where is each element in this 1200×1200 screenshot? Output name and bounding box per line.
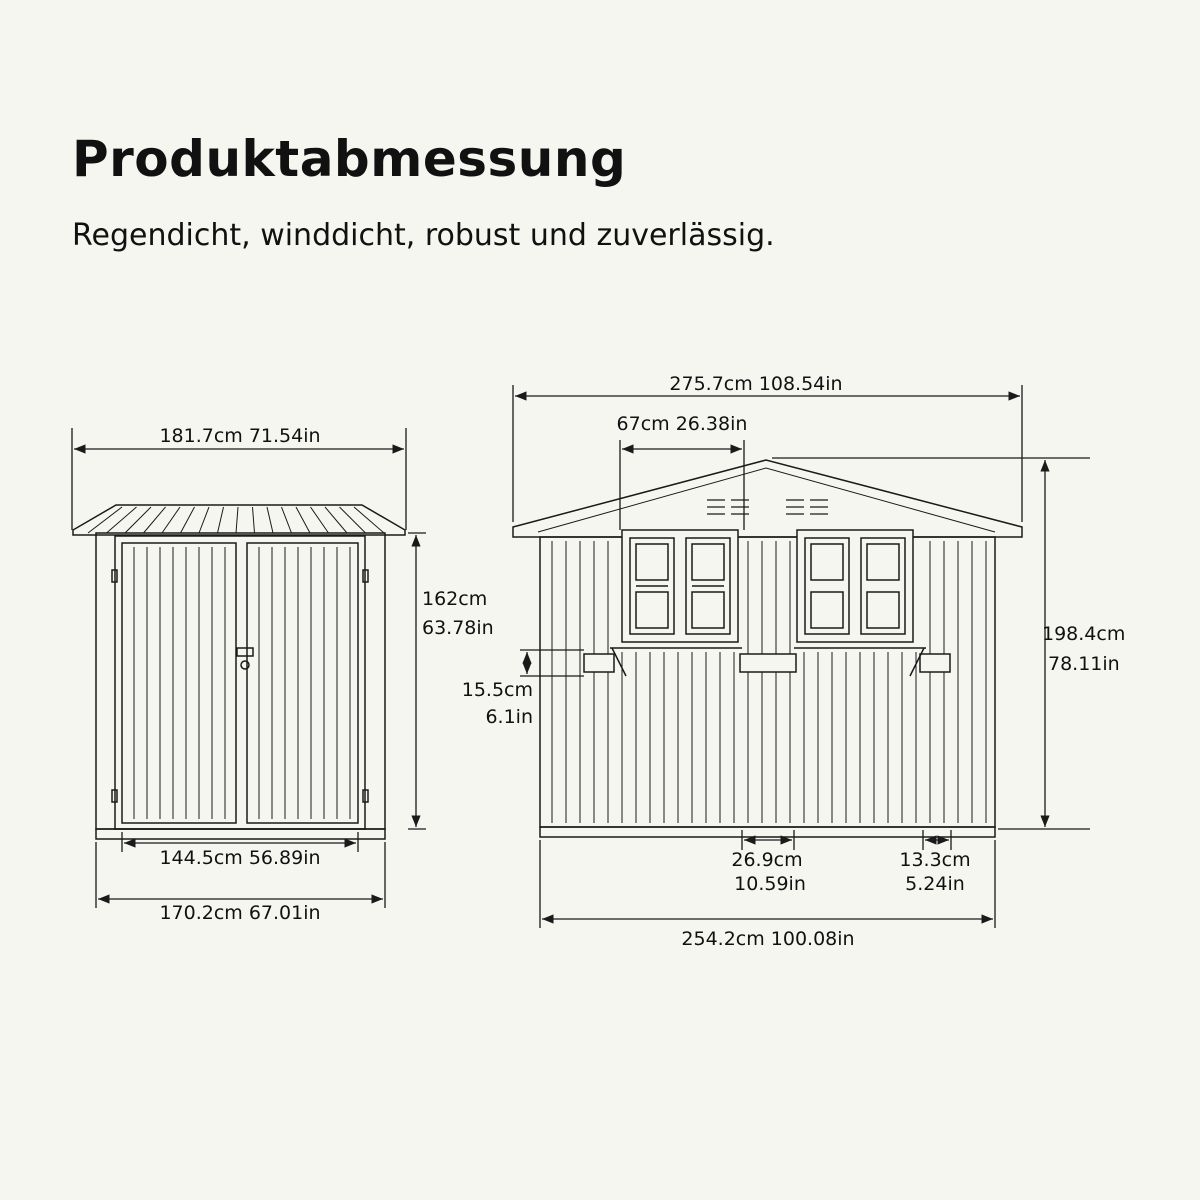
left-door	[122, 543, 236, 823]
panel-width-in-label: 10.59in	[734, 873, 806, 895]
double-door-frame	[115, 536, 365, 829]
roof-rib	[354, 507, 384, 533]
side-height-cm-label: 198.4cm	[1042, 623, 1126, 645]
front-wall	[96, 533, 385, 829]
front-base	[96, 829, 385, 839]
front-height-in-label: 63.78in	[422, 617, 494, 639]
front-roof-ribs	[88, 507, 384, 533]
front-view-dimensions	[72, 428, 426, 908]
gap-width-in-label: 5.24in	[905, 873, 965, 895]
planter-height-cm-label: 15.5cm	[461, 679, 533, 701]
planter-height-in-label: 6.1in	[485, 706, 533, 728]
side-height-in-label: 78.11in	[1048, 653, 1120, 675]
page-subtitle: Regendicht, winddicht, robust und zuverlässig.	[72, 218, 775, 253]
front-view-labels	[159, 425, 493, 924]
roof-rib	[107, 507, 137, 533]
side-base-width-label: 254.2cm 100.08in	[681, 928, 855, 950]
side-view-shed	[513, 460, 1022, 837]
gap-width-cm-label: 13.3cm	[899, 849, 971, 871]
planter-box	[920, 654, 950, 672]
roof-rib	[162, 507, 180, 533]
front-roof	[73, 505, 405, 535]
roof-vent-icon	[707, 500, 828, 514]
window-width-label: 67cm 26.38in	[616, 413, 748, 435]
wall-slats	[552, 541, 986, 823]
left-window	[622, 530, 738, 642]
side-base	[540, 827, 995, 837]
roof-rib	[296, 507, 310, 533]
planter-box	[740, 654, 796, 672]
side-roof-width-label: 275.7cm 108.54in	[669, 373, 843, 395]
door-slats	[134, 547, 350, 819]
roof-rib	[236, 507, 238, 533]
right-window	[797, 530, 913, 642]
roof-rib	[181, 507, 195, 533]
planter-box	[584, 654, 614, 672]
roof-rib	[218, 507, 224, 533]
roof-inner-line	[538, 468, 995, 532]
front-height-cm-label: 162cm	[422, 588, 488, 610]
right-door	[247, 543, 358, 823]
gable-roof	[513, 460, 1022, 537]
roof-rib	[253, 507, 255, 533]
front-view-shed	[73, 505, 405, 839]
door-handle-icon	[237, 648, 253, 656]
door-width-label: 144.5cm 56.89in	[159, 847, 321, 869]
lock-icon	[241, 661, 249, 669]
roof-rib	[282, 507, 292, 533]
front-roof-width-label: 181.7cm 71.54in	[159, 425, 321, 447]
panel-width-cm-label: 26.9cm	[731, 849, 803, 871]
roof-rib	[199, 507, 209, 533]
page-title: Produktabmessung	[72, 130, 627, 188]
roof-rib	[267, 507, 273, 533]
roof-rib	[311, 507, 329, 533]
front-base-width-label: 170.2cm 67.01in	[159, 902, 321, 924]
